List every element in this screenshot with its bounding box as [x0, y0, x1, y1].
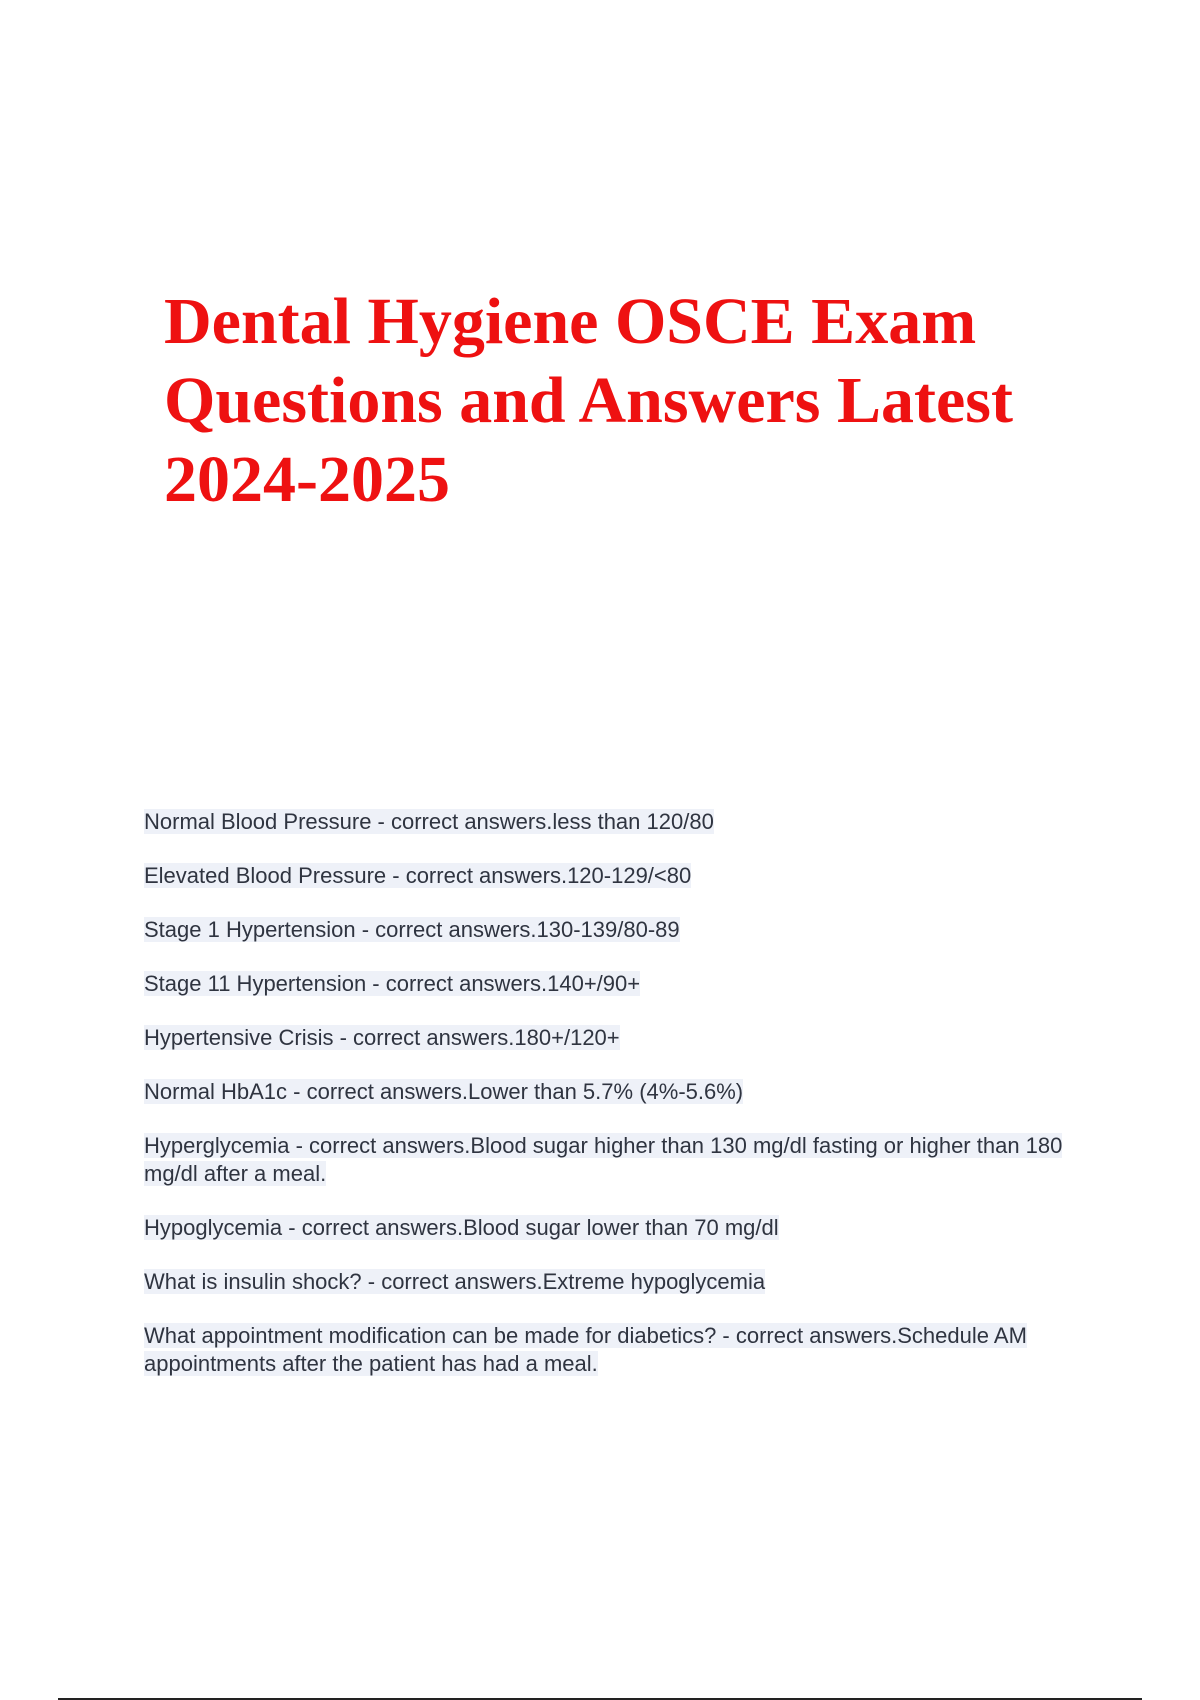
qa-item-text: Hypoglycemia - correct answers.Blood sugar lower than 70 mg/dl — [144, 1215, 779, 1240]
qa-item — [144, 862, 1084, 890]
qa-list — [144, 808, 1084, 1404]
qa-item — [144, 1024, 1084, 1052]
qa-item-text: Stage 1 Hypertension - correct answers.130-139/80-89 — [144, 917, 680, 942]
qa-item-text: Normal Blood Pressure - correct answers.less than 120/80 — [144, 809, 714, 834]
qa-item — [144, 1132, 1084, 1188]
qa-item — [144, 808, 1084, 836]
qa-item-text: What is insulin shock? - correct answers.Extreme hypoglycemia — [144, 1269, 766, 1294]
qa-item — [144, 916, 1084, 944]
qa-item-text: Hypertensive Crisis - correct answers.180+/120+ — [144, 1025, 620, 1050]
document-title: Dental Hygiene OSCE Exam Questions and Answers Latest 2024-2025 — [164, 285, 1013, 516]
qa-item-text: Normal HbA1c - correct answers.Lower than 5.7% (4%-5.6%) — [144, 1079, 744, 1104]
qa-item-text: What appointment modification can be made for diabetics? - correct answers.Schedule AM appointments after the patient has had a meal. — [144, 1323, 1027, 1376]
qa-item-text: Stage 11 Hypertension - correct answers.140+/90+ — [144, 971, 641, 996]
qa-item — [144, 1322, 1084, 1378]
qa-item-text: Elevated Blood Pressure - correct answers.120-129/<80 — [144, 863, 692, 888]
qa-item — [144, 1214, 1084, 1242]
qa-item — [144, 1078, 1084, 1106]
qa-item-text: Hyperglycemia - correct answers.Blood sugar higher than 130 mg/dl fasting or higher than 180 mg/dl after a meal. — [144, 1133, 1063, 1186]
qa-item — [144, 970, 1084, 998]
qa-item — [144, 1268, 1084, 1296]
